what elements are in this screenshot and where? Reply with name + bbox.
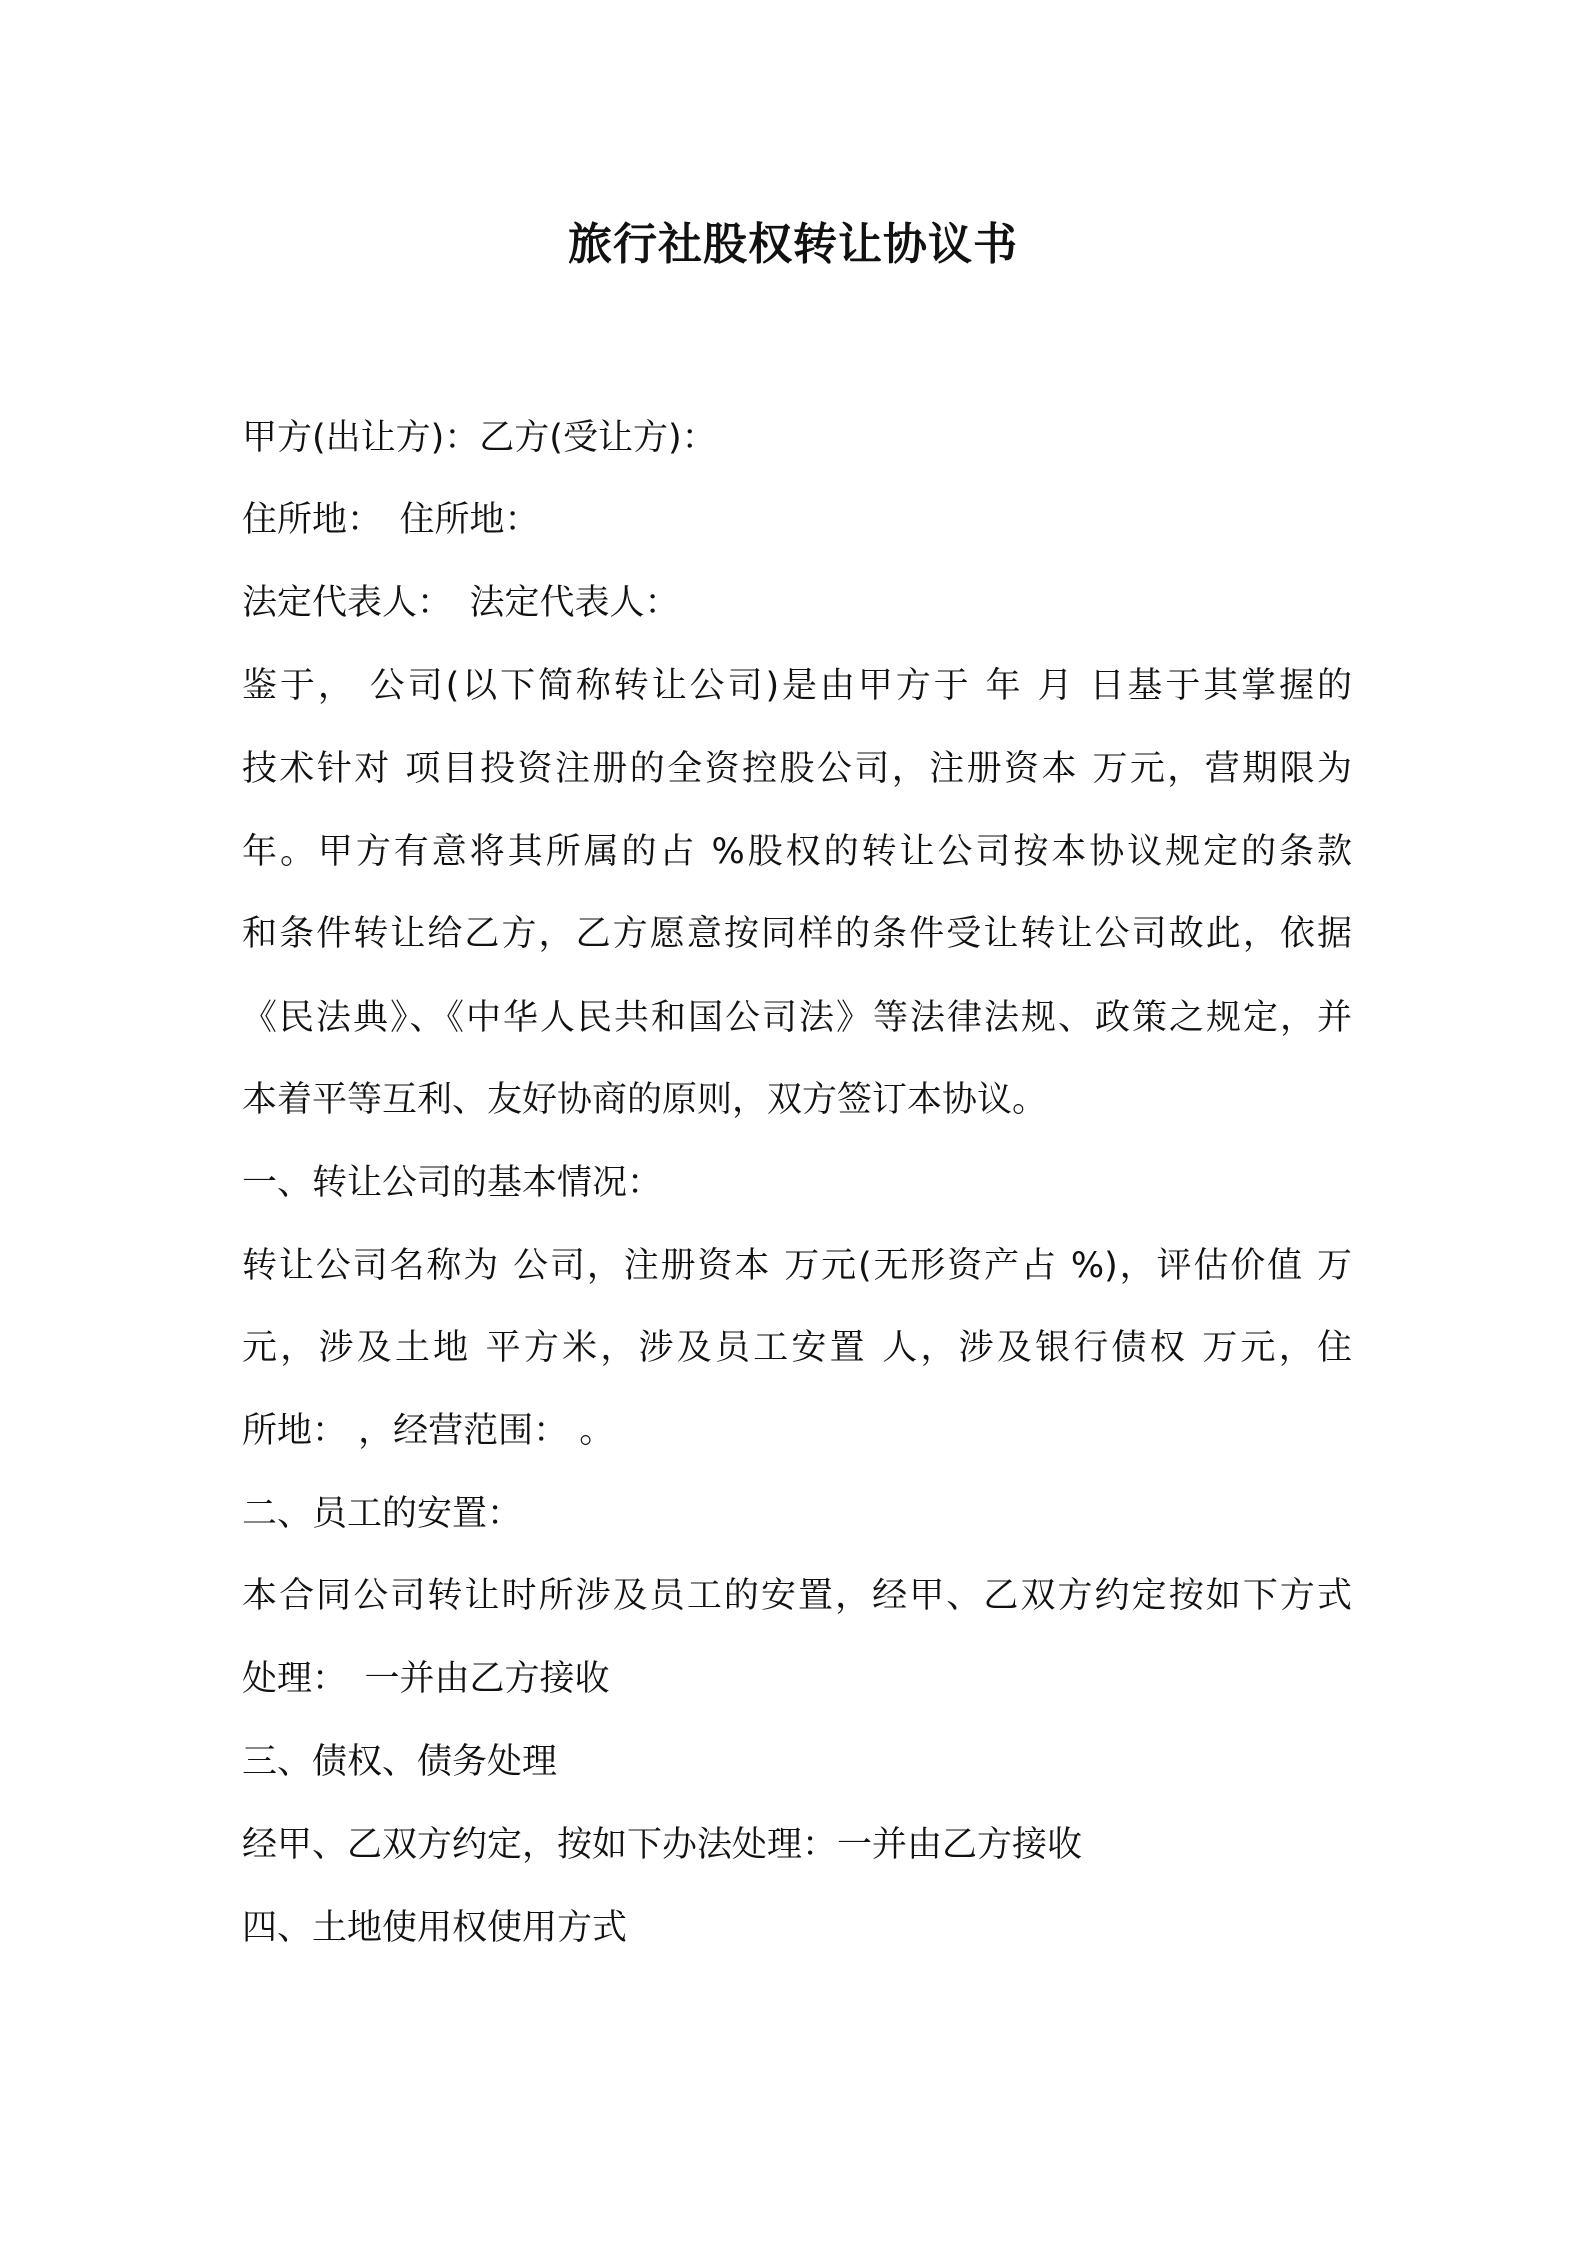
party-line: 甲方(出让方)：乙方(受让方)：	[242, 418, 717, 458]
paragraph-line: 处理： 一并由乙方接收	[242, 1659, 610, 1699]
paragraph-line: 鉴于， 公司(以下简称转让公司)是由甲方于 年 月 日基于其掌握的	[242, 666, 1352, 706]
section-heading: 四、土地使用权使用方式	[242, 1908, 628, 1948]
paragraph-line: 经甲、乙双方约定，按如下办法处理：一并由乙方接收	[242, 1825, 1083, 1865]
section-heading: 二、员工的安置：	[242, 1494, 523, 1534]
paragraph-line: 元，涉及土地 平方米，涉及员工安置 人，涉及银行债权 万元，住	[242, 1328, 1352, 1368]
paragraph-line: 所地： ，经营范围： 。	[242, 1411, 615, 1451]
paragraph-line: 转让公司名称为 公司，注册资本 万元(无形资产占 %)，评估价值 万	[242, 1246, 1352, 1286]
paragraph-line: 《民法典》、《中华人民共和国公司法》等法律法规、政策之规定，并	[242, 998, 1352, 1038]
address-line: 住所地： 住所地：	[242, 500, 540, 540]
section-heading: 三、债权、债务处理	[242, 1742, 558, 1782]
section-heading: 一、转让公司的基本情况：	[242, 1163, 663, 1203]
paragraph-line: 本着平等互利、友好协商的原则，双方签订本协议。	[242, 1080, 1048, 1120]
paragraph-line: 本合同公司转让时所涉及员工的安置，经甲、乙双方约定按如下方式	[242, 1576, 1352, 1616]
paragraph-line: 和条件转让给乙方，乙方愿意按同样的条件受让转让公司故此，依据	[242, 914, 1352, 954]
legal-representative-line: 法定代表人： 法定代表人：	[242, 583, 680, 623]
paragraph-line: 技术针对 项目投资注册的全资控股公司，注册资本 万元，营期限为	[242, 749, 1352, 789]
paragraph-line: 年。甲方有意将其所属的占 %股权的转让公司按本协议规定的条款	[242, 832, 1352, 872]
document-title: 旅行社股权转让协议书	[568, 219, 1018, 270]
